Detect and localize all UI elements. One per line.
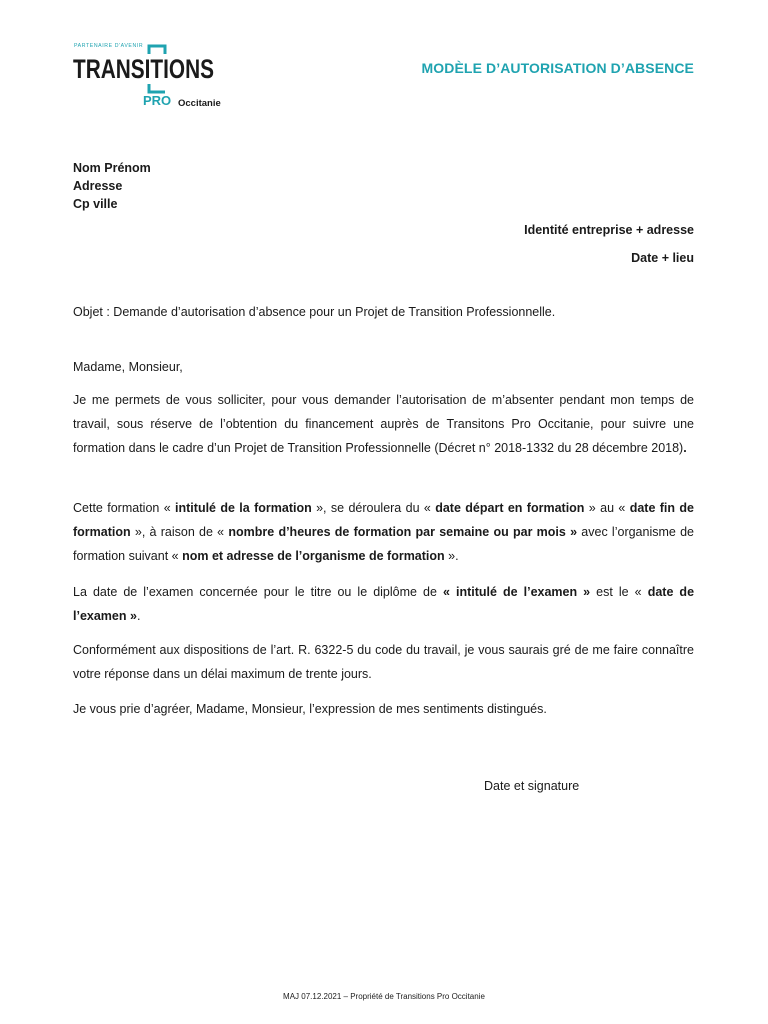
placeholder-hours: nombre d’heures de formation par semaine ou par mois »	[228, 525, 578, 540]
sender-address: Adresse	[73, 179, 123, 193]
placeholder-start-date: date départ en formation	[435, 501, 585, 515]
logo-sub-brand: PRO	[143, 93, 172, 108]
signature-label: Date et signature	[484, 779, 580, 793]
placeholder-exam-date: date de l’examen »	[73, 585, 695, 624]
document-title: MODÈLE D’AUTORISATION D’ABSENCE	[421, 60, 694, 76]
text-fragment: .	[136, 609, 141, 624]
letter-subject: Objet : Demande d’autorisation d’absence pour un Projet de Transition Professionnelle.	[73, 305, 556, 319]
text-fragment: ».	[444, 549, 459, 564]
text-fragment: », se déroulera du «	[311, 501, 436, 515]
paragraph-request-end: .	[683, 441, 687, 456]
paragraph-exam	[73, 580, 694, 628]
date-place: Date + lieu	[631, 251, 694, 265]
placeholder-organisation: nom et adresse de l’organisme de formation	[182, 549, 445, 564]
footer-text: MAJ 07.12.2021 – Propriété de Transitions Pro Occitanie	[283, 992, 485, 1001]
paragraph-request	[73, 388, 694, 461]
logo-tagline: PARTENAIRE D'AVENIR	[74, 43, 144, 49]
text-fragment: », à raison de «	[130, 525, 229, 540]
placeholder-end-date: date fin de formation	[73, 501, 694, 540]
transitions-pro-logo	[73, 40, 223, 112]
paragraph-legal: Conformément aux dispositions de l’art. R. 6322-5 du code du travail, je vous saurais gré de me faire connaître votre réponse dans un délai maximum de trente jours.	[73, 643, 694, 682]
sender-city: Cp ville	[73, 197, 118, 211]
text-fragment: est le «	[590, 585, 648, 599]
logo-brand: TRANSITIONS	[73, 54, 214, 84]
text-fragment: avec l’organisme de formation suivant «	[73, 525, 694, 564]
paragraph-training-details	[73, 496, 694, 569]
text-fragment: Cette formation «	[73, 501, 176, 515]
logo-region: Occitanie	[178, 98, 221, 109]
placeholder-training-title: intitulé de la formation	[175, 501, 312, 515]
paragraph-request-text: Je me permets de vous solliciter, pour vous demander l’autorisation de m’absenter pendant mon temps de travail, sous réserve de l’obtention du financement auprès de Transitons Pro Occitanie, pour suivre une formation dans le cadre d’un Projet de Transition Professionnelle (Décret n° 2018-1332 du 28 décembre 2018)	[73, 393, 694, 456]
text-fragment: » au «	[584, 501, 630, 515]
recipient-company: Identité entreprise + adresse	[524, 223, 694, 237]
sender-name: Nom Prénom	[73, 161, 151, 175]
sender-block	[73, 159, 151, 213]
placeholder-exam-title: « intitulé de l’examen »	[442, 585, 591, 599]
letter-salutation: Madame, Monsieur,	[73, 360, 183, 374]
text-fragment: La date de l’examen concernée pour le titre ou le diplôme de	[73, 585, 443, 599]
paragraph-closing: Je vous prie d’agréer, Madame, Monsieur, l’expression de mes sentiments distingués.	[73, 702, 547, 716]
recipient-block	[524, 221, 694, 267]
